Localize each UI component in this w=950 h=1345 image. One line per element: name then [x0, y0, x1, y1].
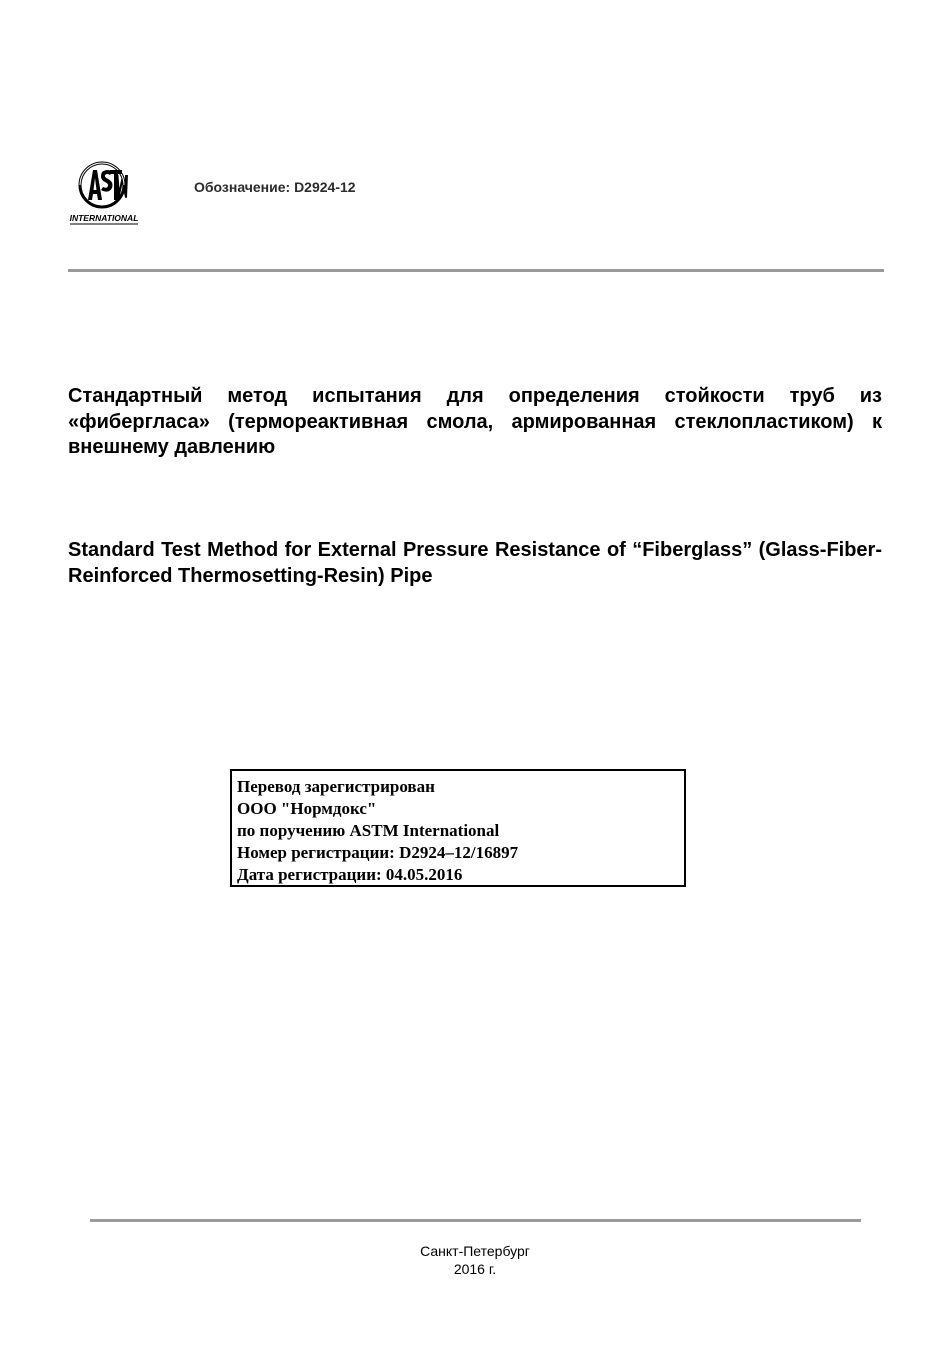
bottom-divider: [90, 1219, 861, 1222]
registration-date: Дата регистрации: 04.05.2016: [237, 865, 463, 884]
astm-logo: [66, 158, 142, 228]
footer-year: 2016 г.: [453, 1261, 497, 1277]
registration-number: Номер регистрации: D2924–12/16897: [237, 843, 519, 862]
footer: [0, 1242, 950, 1278]
title-english: Standard Test Method for External Pressure Resistance of “Fiberglass” (Glass-Fiber-Reinforced Thermosetting-Resin) Pipe: [68, 539, 882, 587]
title-russian: Стандартный метод испытания для определения стойкости труб из «фибергласа» (термореактивная смола, армированная стеклопластиком) к внешнему давлению: [68, 385, 882, 458]
astm-international-logo-icon: [66, 158, 142, 228]
footer-city: Санкт-Петербург: [420, 1243, 530, 1259]
top-divider: [68, 269, 884, 272]
registration-box: [230, 769, 686, 887]
registration-line-3: по поручению ASTM International: [237, 821, 500, 840]
document-designation: Обозначение: D2924-12: [194, 179, 356, 195]
logo-text: INTERNATIONAL: [69, 213, 139, 223]
registration-line-2: ООО "Нормдокс": [237, 799, 377, 818]
registration-line-1: Перевод зарегистрирован: [237, 777, 435, 796]
